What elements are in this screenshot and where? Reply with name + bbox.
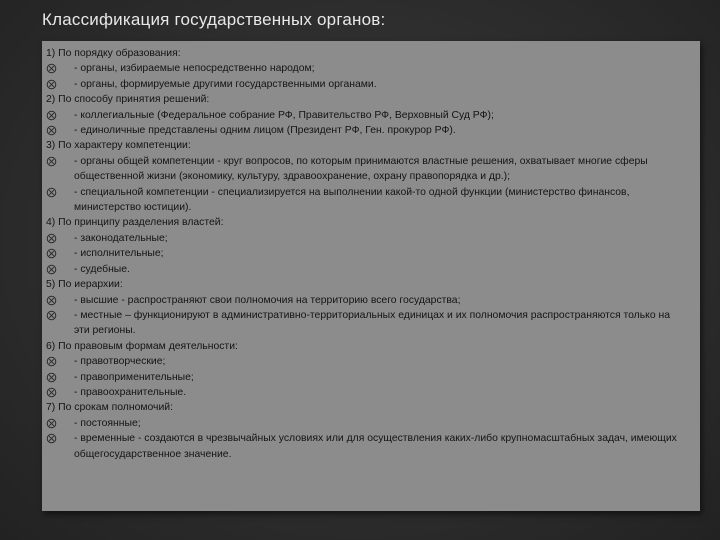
section-heading: 3) По характеру компетенции: <box>46 140 191 152</box>
list-item <box>46 308 694 339</box>
list-item <box>46 262 694 277</box>
content-list <box>46 46 694 462</box>
list-item-text: - правоприменительные; <box>74 371 194 383</box>
section-heading: 4) По принципу разделения властей: <box>46 217 224 229</box>
section-heading: 7) По срокам полномочий: <box>46 402 173 414</box>
content-panel <box>42 41 700 511</box>
list-item <box>46 246 694 261</box>
list-item-text: - правотворческие; <box>74 356 166 368</box>
list-item-text: - судебные. <box>74 263 130 275</box>
circled-x-icon <box>46 248 57 259</box>
section-heading: 6) По правовым формам деятельности: <box>46 340 238 352</box>
circled-x-icon <box>46 187 57 198</box>
circled-x-icon <box>46 125 57 136</box>
list-item <box>46 185 694 216</box>
list-item <box>46 293 694 308</box>
circled-x-icon <box>46 233 57 244</box>
list-item-text: - законодательные; <box>74 232 168 244</box>
list-item-text: - местные – функционируют в административно-территориальных единицах и их полномочия распространяются только на эти регионы. <box>74 309 671 337</box>
list-item-text: - исполнительные; <box>74 248 164 260</box>
circled-x-icon <box>46 63 57 74</box>
list-item <box>46 385 694 400</box>
list-item <box>46 154 694 185</box>
circled-x-icon <box>46 110 57 121</box>
list-item-text: - органы, формируемые другими государственными органами. <box>74 78 377 90</box>
list-item <box>46 416 694 431</box>
list-item <box>46 108 694 123</box>
circled-x-icon <box>46 356 57 367</box>
list-item-text: - правоохранительные. <box>74 386 187 398</box>
circled-x-icon <box>46 295 57 306</box>
list-item <box>46 123 694 138</box>
circled-x-icon <box>46 433 57 444</box>
list-item-text: - временные - создаются в чрезвычайных условиях или для осуществления каких-либо крупномасштабных задач, имеющих общегосударственное значение. <box>74 433 677 460</box>
list-item <box>46 77 694 92</box>
circled-x-icon <box>46 264 57 275</box>
list-item-text: - органы, избираемые непосредственно народом; <box>74 63 315 75</box>
circled-x-icon <box>46 156 57 167</box>
circled-x-icon <box>46 79 57 90</box>
list-item-text: - коллегиальные (Федеральное собрание РФ, Правительство РФ, Верховный Суд РФ); <box>74 109 494 121</box>
list-item <box>46 354 694 369</box>
list-item <box>46 231 694 246</box>
section-heading: 5) По иерархии: <box>46 279 123 291</box>
section-heading: 1) По порядку образования: <box>46 48 181 59</box>
list-item-text: - органы общей компетенции - круг вопросов, по которым принимаются властные решения, охватывает многие сферы общественной жизни (экономику, культуру, здравоохранение, охрану правопорядка и др.); <box>74 155 648 183</box>
slide-title: Классификация государственных органов: <box>42 10 386 29</box>
list-item <box>46 61 694 76</box>
list-item <box>46 431 694 462</box>
list-item-text: - постоянные; <box>74 417 141 429</box>
circled-x-icon <box>46 387 57 398</box>
circled-x-icon <box>46 418 57 429</box>
list-item <box>46 370 694 385</box>
circled-x-icon <box>46 372 57 383</box>
list-item-text: - единоличные представлены одним лицом (Президент РФ, Ген. прокурор РФ). <box>74 125 456 137</box>
section-heading: 2) По способу принятия решений: <box>46 94 210 106</box>
list-item-text: - высшие - распространяют свои полномочия на территорию всего государства; <box>74 294 461 306</box>
circled-x-icon <box>46 310 57 321</box>
list-item-text: - специальной компетенции - специализируется на выполнении какой-то одной функции (министерство финансов, министерство юстиции). <box>74 186 630 214</box>
